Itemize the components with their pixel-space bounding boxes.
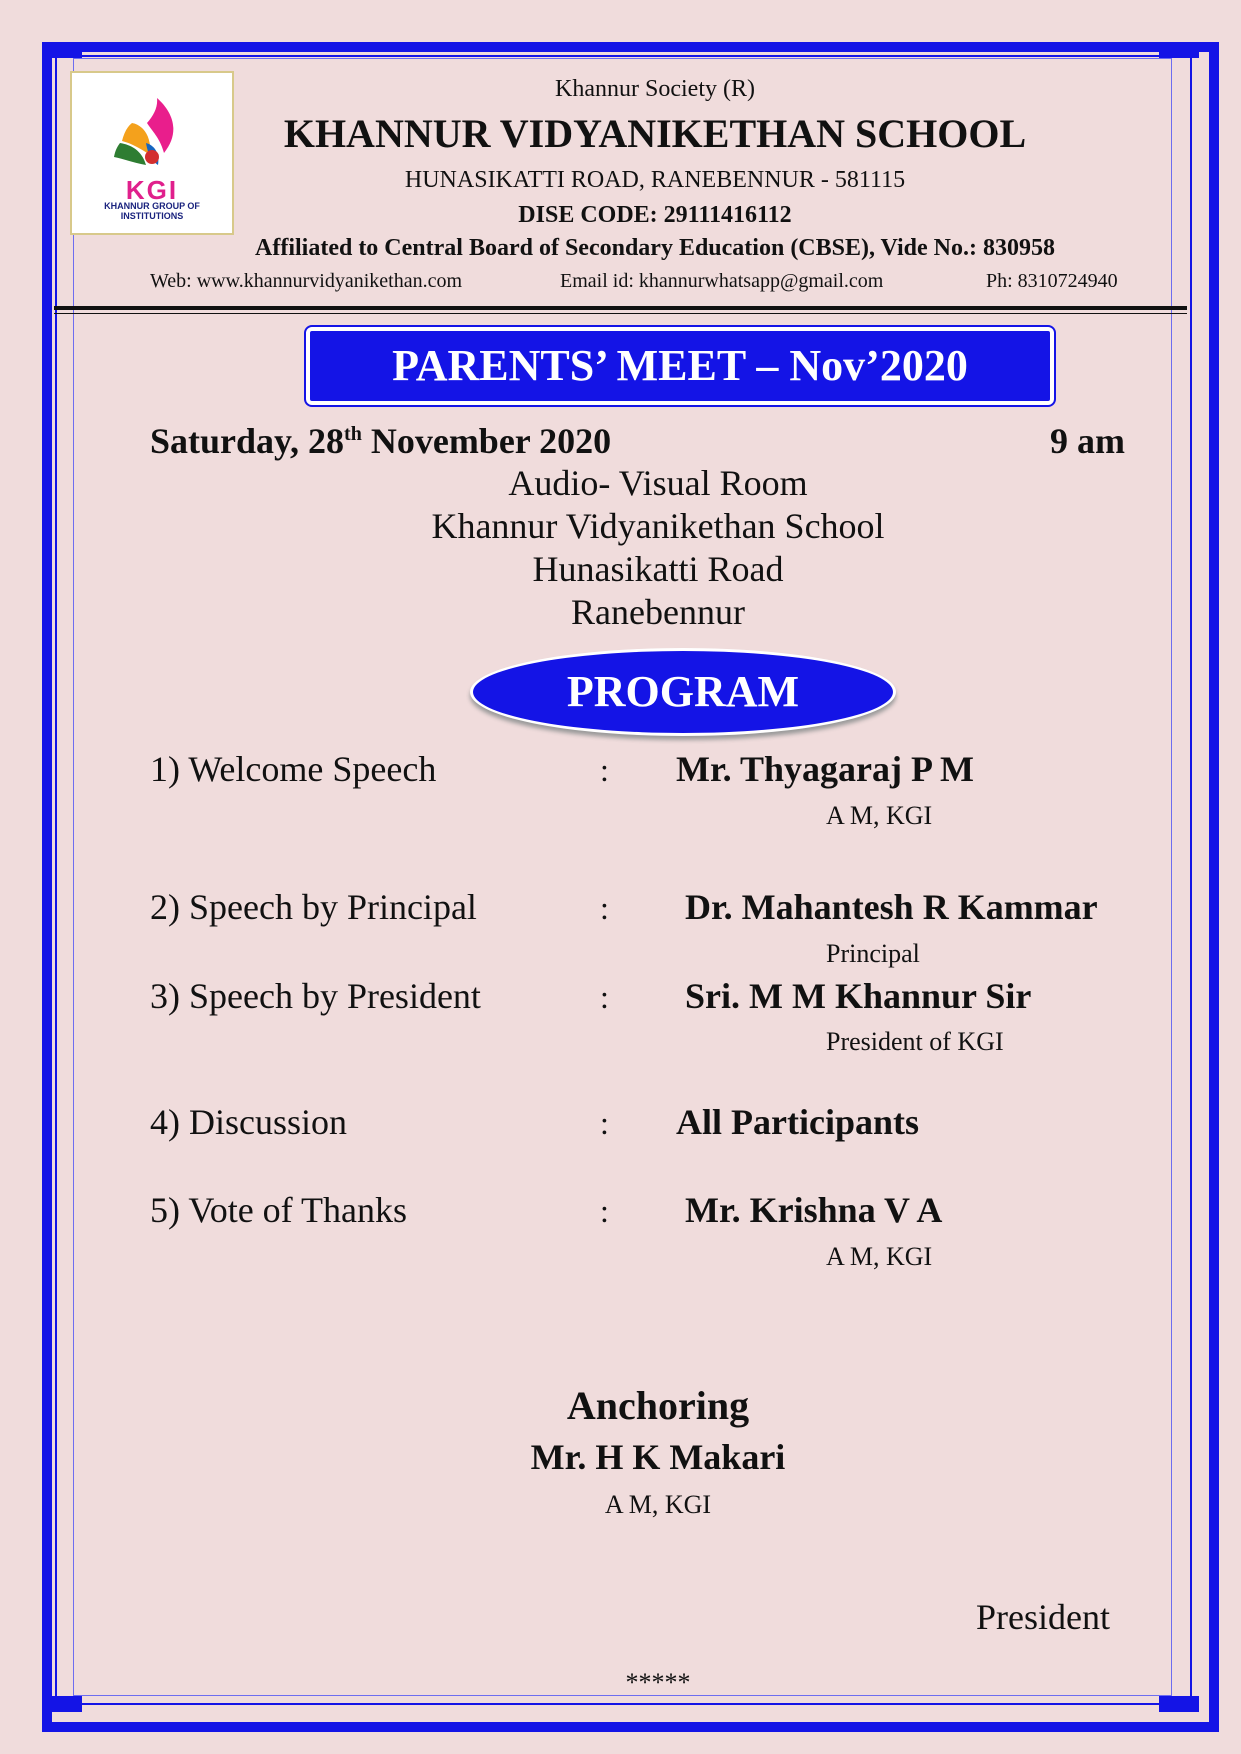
program-item-person: Dr. Mahantesh R Kammar — [685, 887, 1098, 927]
anchor-role: A M, KGI — [604, 1490, 712, 1519]
phone: Ph: 8310724940 — [986, 270, 1118, 292]
venue-line: Audio- Visual Room — [508, 463, 808, 503]
school-address: HUNASIKATTI ROAD, RANEBENNUR - 581115 — [404, 167, 906, 193]
anchoring-heading: Anchoring — [566, 1383, 750, 1428]
program-item-label: 1) Welcome Speech — [150, 749, 437, 789]
program-item-person: Sri. M M Khannur Sir — [685, 976, 1032, 1016]
header-divider — [54, 306, 1187, 310]
border-corner-tl — [42, 42, 82, 58]
program-item-person: All Participants — [676, 1102, 919, 1142]
email: Email id: khannurwhatsapp@gmail.com — [560, 270, 884, 292]
end-mark: ***** — [625, 1668, 691, 1697]
program-item-role: President of KGI — [826, 1027, 1004, 1056]
date-suffix: th — [344, 423, 362, 445]
program-item-colon: : — [600, 1193, 609, 1229]
program-item-colon: : — [600, 890, 609, 926]
school-name: KHANNUR VIDYANIKETHAN SCHOOL — [283, 111, 1027, 156]
venue-line: Ranebennur — [571, 592, 745, 632]
program-item-person: Mr. Thyagaraj P M — [676, 749, 974, 789]
header-divider-thin — [54, 313, 1187, 314]
program-item-label: 4) Discussion — [150, 1102, 347, 1142]
dise-code: DISE CODE: 29111416112 — [518, 202, 792, 228]
logo-acronym: KGI — [125, 175, 179, 205]
event-title-banner: PARENTS’ MEET – Nov’2020 — [306, 327, 1054, 405]
signature-label: President — [976, 1597, 1110, 1637]
program-item-colon: : — [600, 1105, 609, 1141]
program-heading: PROGRAM — [470, 648, 896, 736]
program-item-role: A M, KGI — [826, 801, 933, 830]
program-item-role: A M, KGI — [826, 1242, 933, 1271]
venue-line: Hunasikatti Road — [532, 549, 784, 589]
date-month-year: November 2020 — [361, 421, 612, 461]
program-item-colon: : — [600, 979, 609, 1015]
event-date — [150, 420, 611, 462]
affiliation: Affiliated to Central Board of Secondary Education (CBSE), Vide No.: 830958 — [255, 235, 1055, 261]
border-corner-bl — [42, 1696, 82, 1712]
program-item-label: 3) Speech by President — [150, 976, 481, 1016]
program-item-person: Mr. Krishna V A — [685, 1190, 943, 1230]
program-item-label: 5) Vote of Thanks — [150, 1190, 407, 1230]
border-corner-tr — [1159, 42, 1199, 58]
border-corner-br — [1159, 1696, 1199, 1712]
program-item-label: 2) Speech by Principal — [150, 887, 477, 927]
anchor-name: Mr. H K Makari — [530, 1437, 786, 1477]
venue-line: Khannur Vidyanikethan School — [431, 506, 885, 546]
event-time: 9 am — [1050, 421, 1125, 461]
website: Web: www.khannurvidyanikethan.com — [150, 270, 463, 292]
program-item-colon: : — [600, 752, 609, 788]
logo-subtitle: KHANNUR GROUP OF INSTITUTIONS — [104, 201, 200, 221]
date-day: Saturday, 28 — [150, 421, 345, 461]
society-name: Khannur Society (R) — [555, 76, 755, 102]
program-item-role: Principal — [826, 939, 920, 968]
